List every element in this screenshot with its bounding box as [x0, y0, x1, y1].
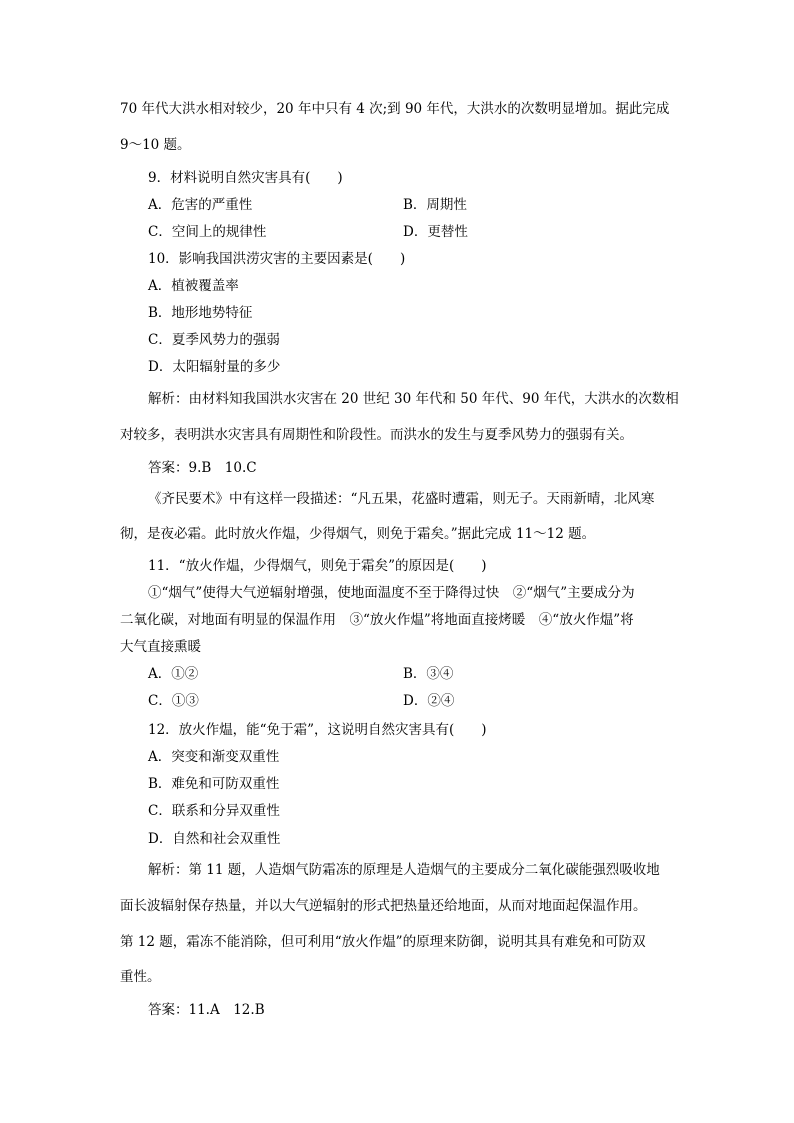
question-11-option-b: B．③④: [403, 666, 454, 682]
analysis-2-line-4: 重性。: [120, 969, 161, 985]
question-12-option-c: C．联系和分异双重性: [148, 803, 280, 819]
question-9-option-d: D．更替性: [403, 224, 468, 240]
answer-2: 答案：11.A 12.B: [148, 1002, 265, 1018]
material-2-line-2: 彻，是夜必霜。此时放火作煴，少得烟气，则免于霜矣。”据此完成 11～12 题。: [120, 526, 596, 542]
question-11-option-a: A．①②: [148, 666, 199, 682]
question-12-option-a: A．突变和渐变双重性: [148, 749, 280, 765]
question-10-stem: 10．影响我国洪涝灾害的主要因素是( ): [148, 251, 406, 267]
question-12-option-d: D．自然和社会双重性: [148, 831, 281, 847]
analysis-2-line-1: 解析：第 11 题，人造烟气防霜冻的原理是人造烟气的主要成分二氧化碳能强烈吸收地: [148, 862, 660, 878]
question-9-option-b: B．周期性: [403, 197, 467, 213]
answer-1: 答案：9.B 10.C: [148, 460, 257, 476]
question-9-option-a: A．危害的严重性: [148, 197, 253, 213]
question-11-body-line-2: 二氧化碳，对地面有明显的保温作用 ③“放火作煴”将地面直接烤暖 ④“放火作煴”将: [120, 612, 634, 628]
question-11-body-line-1: ①“烟气”使得大气逆辐射增强，使地面温度不至于降得过快 ②“烟气”主要成分为: [148, 585, 635, 601]
question-12-stem: 12．放火作煴，能“免于霜”，这说明自然灾害具有( ): [148, 722, 487, 738]
question-12-option-b: B．难免和可防双重性: [148, 776, 280, 792]
question-11-stem: 11．“放火作煴，少得烟气，则免于霜矣”的原因是( ): [148, 558, 487, 574]
analysis-1-line-1: 解析：由材料知我国洪水灾害在 20 世纪 30 年代和 50 年代、90 年代，大洪水的次数相: [148, 391, 679, 407]
question-9-stem: 9．材料说明自然灾害具有( ): [148, 170, 343, 186]
analysis-1-line-2: 对较多，表明洪水灾害具有周期性和阶段性。而洪水的发生与夏季风势力的强弱有关。: [120, 427, 633, 443]
question-10-option-c: C．夏季风势力的强弱: [148, 332, 280, 348]
material-1-line-1: 70 年代大洪水相对较少，20 年中只有 4 次;到 90 年代，大洪水的次数明显增加。据此完成: [120, 101, 670, 117]
question-9-option-c: C．空间上的规律性: [148, 224, 267, 240]
question-10-option-a: A．植被覆盖率: [148, 278, 239, 294]
analysis-2-line-2: 面长波辐射保存热量，并以大气逆辐射的形式把热量还给地面，从而对地面起保温作用。: [120, 898, 647, 914]
question-11-body-line-3: 大气直接熏暖: [120, 639, 201, 655]
material-2-line-1: 《齐民要术》中有这样一段描述：“凡五果，花盛时遭霜，则无子。天雨新晴，北风寒: [148, 491, 655, 507]
analysis-2-line-3: 第 12 题，霜冻不能消除，但可利用“放火作煴”的原理来防御，说明其具有难免和可防双: [120, 934, 646, 950]
question-10-option-d: D．太阳辐射量的多少: [148, 359, 281, 375]
material-1-line-2: 9～10 题。: [120, 137, 191, 153]
question-10-option-b: B．地形地势特征: [148, 305, 253, 321]
question-11-option-d: D．②④: [403, 693, 455, 709]
question-11-option-c: C．①③: [148, 693, 199, 709]
